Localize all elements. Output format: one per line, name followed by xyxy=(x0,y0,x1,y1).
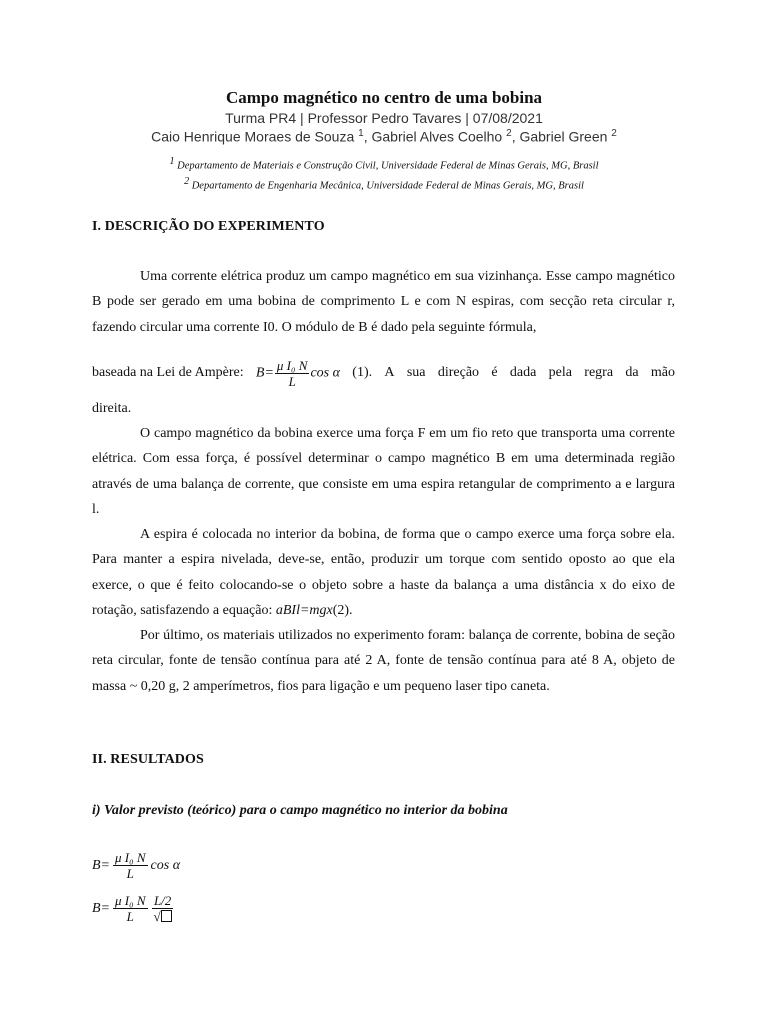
author-separator: , xyxy=(363,128,372,145)
sqrt-symbol: √ xyxy=(153,909,161,924)
word: regra xyxy=(584,365,614,380)
equation-1 xyxy=(256,358,340,389)
affiliation xyxy=(0,156,768,172)
formula-2 xyxy=(92,893,175,924)
placeholder-box xyxy=(161,910,172,922)
fraction-denominator: L xyxy=(126,866,134,881)
fraction-numerator: μ I₀ N xyxy=(115,850,146,865)
paragraph-text: A espira é colocada no interior da bobina, de forma que o campo exerce uma força sobre ela. Para manter a espira nivelada, deve-se, então, produzir um torque com sentido oposto ao que ela exerce, o que é feito colocando-se o objeto sobre a haste da balança a uma distância x do eixo de rotação, satisfazendo a equação: xyxy=(92,527,675,618)
formula-fraction xyxy=(113,850,148,881)
paragraph xyxy=(92,522,675,623)
paragraph: Por último, os materiais utilizados no experimento foram: balança de corrente, bobina de seção reta circular, fonte de tensão contínua para até 2 A, fonte de tensão contínua para até 8 A, objeto de massa ~ 0,20 g, 2 amperímetros, fios para ligação e um pequeno laser tipo caneta. xyxy=(92,628,675,694)
word: é xyxy=(491,365,498,380)
formula-lhs: B= xyxy=(92,900,110,916)
equation-2: aBIl=mgx xyxy=(275,602,333,618)
formula-fraction xyxy=(152,893,174,924)
affiliation-mark: 1 xyxy=(169,156,175,167)
author-separator: , xyxy=(511,128,520,145)
formula-fraction xyxy=(113,893,148,924)
paragraph: O campo magnético da bobina exerce uma força F em um fio reto que transporta uma corrente elétrica. Com essa força, é possível determinar o campo magnético B em uma determinada região através de uma balança de corrente, que consiste em uma espira retangular de comprimento a e largura l. xyxy=(92,426,675,517)
fraction-denominator xyxy=(152,909,174,924)
formula-lhs: B= xyxy=(92,857,110,873)
paragraph: Uma corrente elétrica produz um campo magnético em sua vizinhança. Esse campo magnético B pode ser gerado em uma bobina de comprimento L e com N espiras, com secção reta circular r, fazendo circular uma corrente I0. O módulo de B é dado pela seguinte fórmula, xyxy=(92,269,675,335)
fraction-numerator: μ I₀ N xyxy=(115,893,146,908)
formula-1 xyxy=(92,850,180,881)
word: pela xyxy=(548,365,572,380)
author-name: Gabriel Alves Coelho xyxy=(371,128,503,145)
class-info: Turma PR4 | Professor Pedro Tavares | 07/08/2021 xyxy=(225,110,543,126)
section-heading: II. RESULTADOS xyxy=(92,752,204,767)
affiliation-text: Departamento de Materiais e Construção Civil, Universidade Federal de Minas Gerais, MG, Brasil xyxy=(177,160,599,172)
equation-tail: cos α xyxy=(310,365,340,381)
word: sua xyxy=(406,365,426,380)
equation-lhs: B= xyxy=(255,365,274,381)
equation-intro: baseada na Lei de Ampère: xyxy=(92,365,244,380)
author-name: Gabriel Green xyxy=(519,128,608,145)
document-title: Campo magnético no centro de uma bobina xyxy=(225,88,543,107)
author-affiliation-mark: 2 xyxy=(611,128,617,139)
affiliation-text: Departamento de Engenharia Mecânica, Universidade Federal de Minas Gerais, MG, Brasil xyxy=(191,180,584,192)
equation-fraction xyxy=(275,358,310,389)
equation-line xyxy=(92,353,675,393)
fraction-numerator: μ I₀ N xyxy=(276,357,308,373)
fraction-denominator: L xyxy=(126,909,134,924)
word: dada xyxy=(509,365,537,380)
author-list xyxy=(0,128,768,145)
affiliation xyxy=(0,176,768,192)
equation-number: (2). xyxy=(332,602,353,618)
word: mão xyxy=(650,365,675,380)
word: da xyxy=(625,365,639,380)
fraction-numerator: L/2 xyxy=(153,893,172,908)
subsection-heading: i) Valor previsto (teórico) para o campo magnético no interior da bobina xyxy=(92,803,508,818)
word: (1). xyxy=(352,365,373,380)
word: direção xyxy=(437,365,480,380)
fraction-denominator: L xyxy=(288,373,296,389)
section-heading: I. DESCRIÇÃO DO EXPERIMENTO xyxy=(92,219,325,234)
author-affiliation-mark: 2 xyxy=(506,128,512,139)
affiliation-mark: 2 xyxy=(184,176,190,187)
author-name: Caio Henrique Moraes de Souza xyxy=(151,128,355,145)
word: A xyxy=(384,365,395,380)
formula-tail: cos α xyxy=(150,857,181,873)
author-affiliation-mark: 1 xyxy=(358,128,364,139)
paragraph-continuation: direita. xyxy=(92,401,132,416)
